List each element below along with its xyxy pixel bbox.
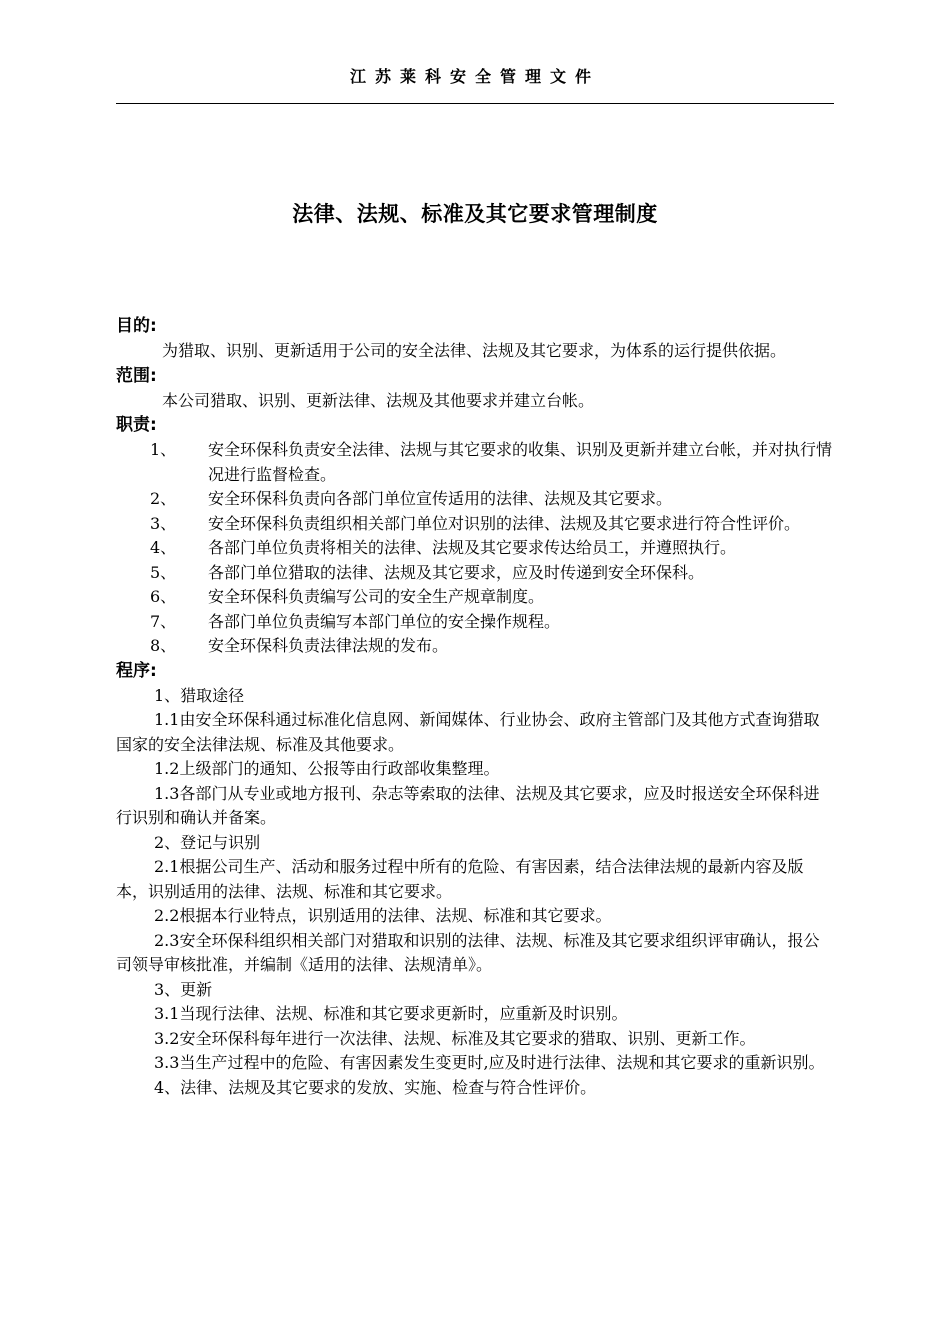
duty-item [116, 536, 834, 561]
procedure-2-1: 2.1根据公司生产、活动和服务过程中所有的危险、有害因素，结合法律法规的最新内容及版本，识别适用的法律、法规、标准和其它要求。 [116, 857, 804, 901]
duties-heading: 职责: [116, 415, 157, 435]
duty-number: 1、 [150, 440, 177, 459]
duty-number: 7、 [150, 611, 177, 631]
procedure-2-3: 2.3安全环保科组织相关部门对猎取和识别的法律、法规、标准及其它要求组织评审确认，报公司领导审核批准，并编制《适用的法律、法规清单》。 [116, 930, 820, 974]
duty-item [116, 610, 834, 635]
procedure-3-1: 3.1当现行法律、法规、标准和其它要求更新时，应重新及时识别。 [154, 1004, 628, 1023]
procedure-section-2-heading: 2、登记与识别 [154, 832, 261, 852]
duty-text: 各部门单位负责将相关的法律、法规及其它要求传达给员工，并遵照执行。 [208, 538, 737, 557]
duty-text: 各部门单位负责编写本部门单位的安全操作规程。 [208, 611, 561, 631]
duty-number: 8、 [150, 636, 177, 655]
duty-item [116, 438, 834, 487]
procedure-section-3-heading: 3、更新 [154, 979, 213, 999]
duty-text: 安全环保科负责组织相关部门单位对识别的法律、法规及其它要求进行符合性评价。 [208, 513, 801, 533]
procedure-1-1: 1.1由安全环保科通过标准化信息网、新闻媒体、行业协会、政府主管部门及其他方式查询猎取国家的安全法律法规、标准及其他要求。 [116, 710, 820, 754]
scope-text: 本公司猎取、识别、更新法律、法规及其他要求并建立台帐。 [162, 390, 595, 410]
duty-item [116, 487, 834, 512]
duty-item [116, 585, 834, 610]
purpose-heading: 目的: [116, 316, 157, 336]
duty-text: 安全环保科负责安全法律、法规与其它要求的收集、识别及更新并建立台帐，并对执行情况进行监督检查。 [208, 440, 833, 484]
duty-number: 4、 [150, 538, 177, 557]
purpose-text: 为猎取、识别、更新适用于公司的安全法律、法规及其它要求，为体系的运行提供依据。 [162, 341, 787, 360]
procedure-1-2: 1.2上级部门的通知、公报等由行政部收集整理。 [154, 759, 500, 778]
duty-number: 6、 [150, 587, 177, 606]
duty-text: 安全环保科负责法律法规的发布。 [208, 636, 449, 655]
duty-item [116, 512, 834, 537]
procedure-3-3: 3.3当生产过程中的危险、有害因素发生变更时,应及时进行法律、法规和其它要求的重新识别。 [154, 1053, 825, 1072]
procedure-3-2: 3.2安全环保科每年进行一次法律、法规、标准及其它要求的猎取、识别、更新工作。 [154, 1028, 756, 1048]
duty-text: 安全环保科负责向各部门单位宣传适用的法律、法规及其它要求。 [208, 489, 673, 508]
duty-item [116, 634, 834, 659]
document-body [116, 314, 834, 1100]
duty-number: 3、 [150, 513, 177, 533]
duty-number: 2、 [150, 489, 177, 508]
document-title: 法律、法规、标准及其它要求管理制度 [292, 202, 658, 226]
duty-number: 5、 [150, 562, 177, 582]
duty-text: 各部门单位猎取的法律、法规及其它要求，应及时传递到安全环保科。 [208, 562, 705, 582]
procedure-heading: 程序: [116, 660, 157, 681]
duties-list [116, 438, 834, 659]
scope-heading: 范围: [116, 365, 157, 386]
procedure-1-3: 1.3各部门从专业或地方报刊、杂志等索取的法律、法规及其它要求，应及时报送安全环保科进行识别和确认并备案。 [116, 783, 820, 827]
duty-text: 安全环保科负责编写公司的安全生产规章制度。 [208, 587, 545, 606]
header-divider [116, 103, 834, 104]
company-document-header: 江苏莱科安全管理文件 [349, 67, 600, 86]
procedure-section-4-heading: 4、法律、法规及其它要求的发放、实施、检查与符合性评价。 [154, 1077, 597, 1097]
procedure-2-2: 2.2根据本行业特点，识别适用的法律、法规、标准和其它要求。 [154, 906, 612, 925]
duty-item [116, 561, 834, 586]
procedure-section-1-heading: 1、猎取途径 [154, 685, 245, 705]
